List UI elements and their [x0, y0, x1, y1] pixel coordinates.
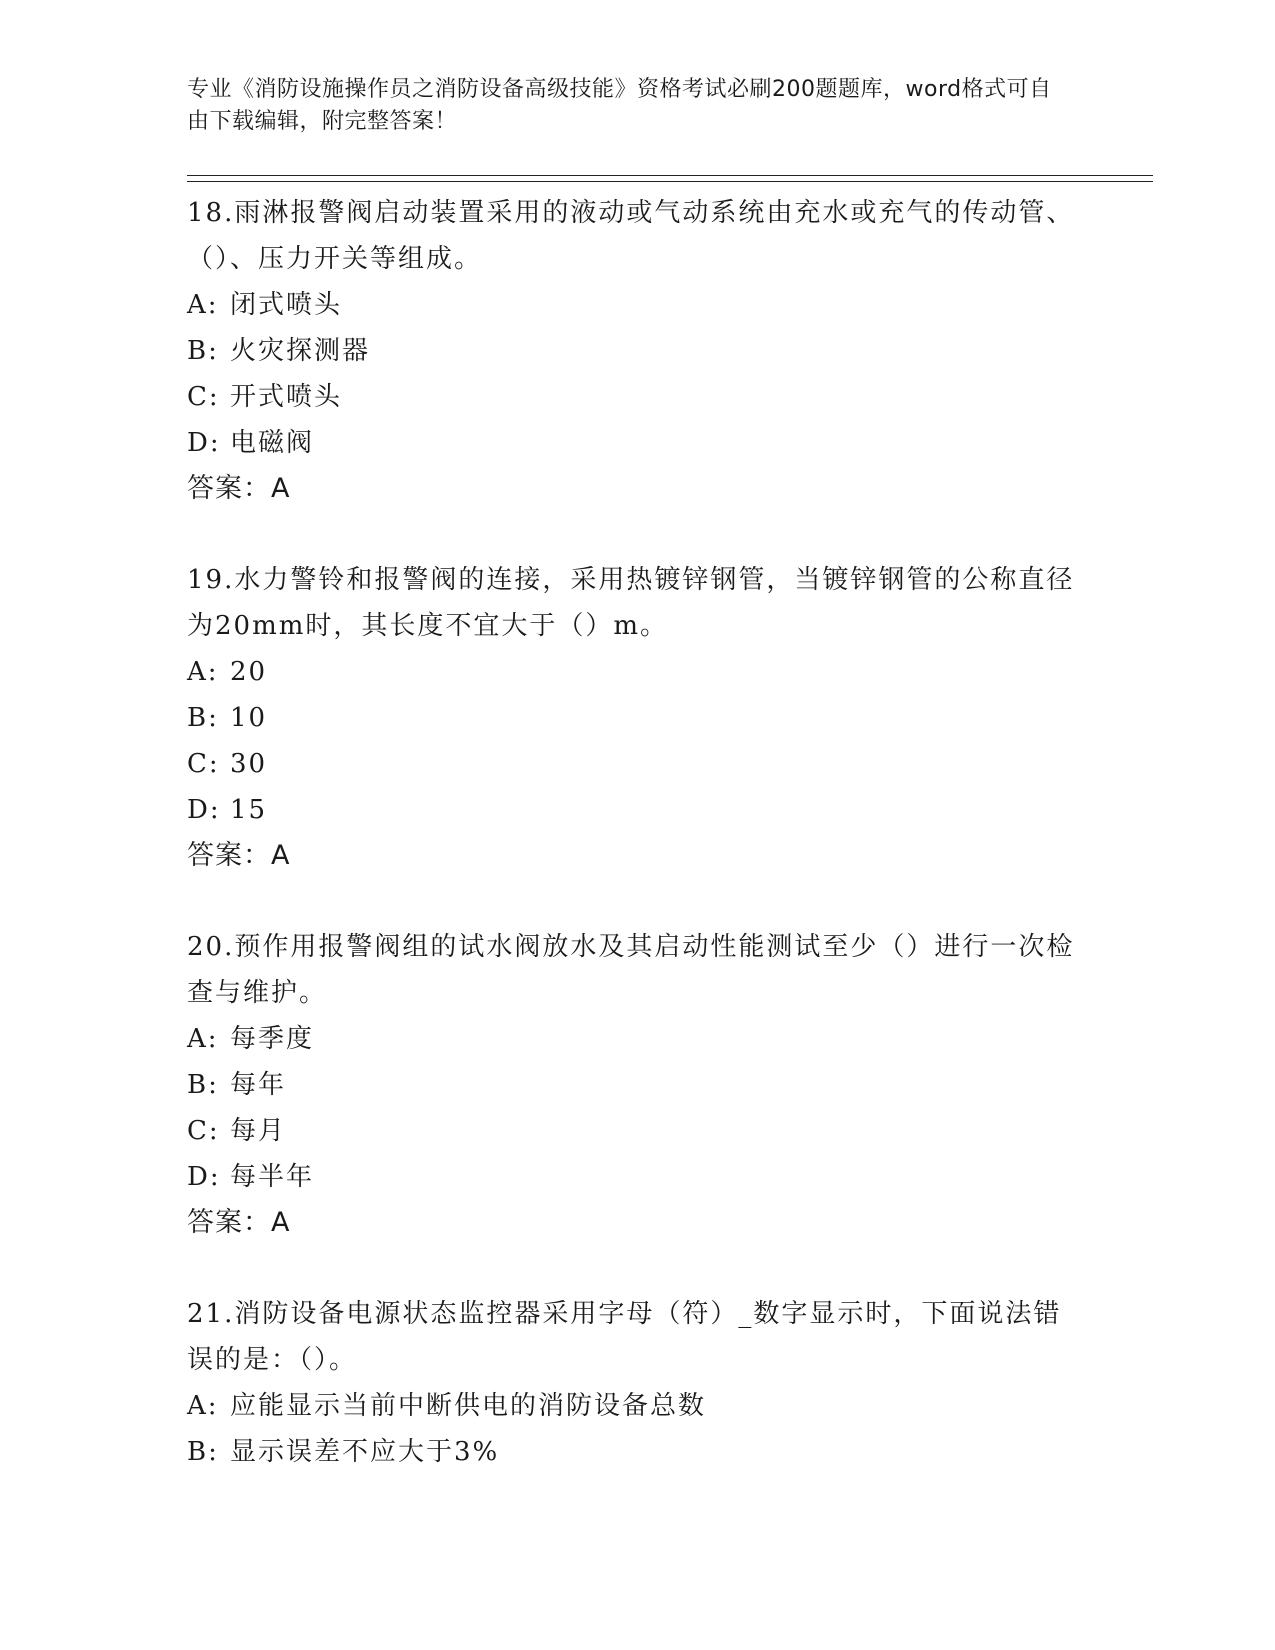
option-text: 显示误差不应大于3% [230, 1437, 500, 1467]
option-text: 每年 [230, 1070, 287, 1100]
option-letter: C: [187, 1116, 220, 1146]
question-21 [187, 1291, 1087, 1475]
question-list [187, 190, 1087, 1520]
option-letter: A: [187, 1391, 219, 1421]
question-19 [187, 557, 1087, 879]
option-text: 应能显示当前中断供电的消防设备总数 [230, 1391, 707, 1421]
option-c [187, 1108, 1087, 1154]
option-text: 15 [230, 795, 268, 825]
answer-line: 答案：A [187, 1207, 291, 1238]
option-b [187, 695, 1087, 741]
option-c [187, 741, 1087, 787]
option-text: 10 [230, 703, 268, 733]
option-a [187, 282, 1087, 328]
option-text: 开式喷头 [230, 382, 343, 412]
option-a [187, 1383, 1087, 1429]
option-letter: D: [187, 428, 221, 458]
answer-line: 答案：A [187, 840, 291, 871]
option-b [187, 328, 1087, 374]
answer-line: 答案：A [187, 473, 291, 504]
option-text: 火灾探测器 [230, 336, 371, 366]
option-d [187, 1154, 1087, 1200]
option-text: 每月 [230, 1116, 287, 1146]
option-text: 每半年 [230, 1162, 315, 1192]
option-letter: A: [187, 657, 219, 687]
option-letter: C: [187, 749, 220, 779]
option-a [187, 649, 1087, 695]
option-letter: D: [187, 1162, 221, 1192]
question-20 [187, 924, 1087, 1246]
question-stem: 19.水力警铃和报警阀的连接，采用热镀锌钢管，当镀锌钢管的公称直径为20mm时，其长度不宜大于（）m。 [187, 565, 1075, 641]
option-b [187, 1062, 1087, 1108]
option-letter: B: [187, 1070, 219, 1100]
option-letter: B: [187, 703, 219, 733]
option-letter: C: [187, 382, 220, 412]
option-letter: B: [187, 336, 219, 366]
option-a [187, 1016, 1087, 1062]
option-letter: A: [187, 1024, 219, 1054]
question-18 [187, 190, 1087, 512]
option-text: 每季度 [230, 1024, 315, 1054]
option-b [187, 1429, 1087, 1475]
option-letter: D: [187, 795, 221, 825]
document-header: 专业《消防设施操作员之消防设备高级技能》资格考试必刷200题题库，word格式可自由下载编辑，附完整答案！ [187, 77, 1052, 134]
option-d [187, 420, 1087, 466]
question-stem: 20.预作用报警阀组的试水阀放水及其启动性能测试至少（）进行一次检查与维护。 [187, 932, 1075, 1008]
option-letter: B: [187, 1437, 219, 1467]
option-letter: A: [187, 290, 219, 320]
option-text: 电磁阀 [230, 428, 315, 458]
header-divider-top [187, 175, 1153, 176]
option-c [187, 374, 1087, 420]
option-text: 20 [230, 657, 268, 687]
header-divider-bottom [187, 181, 1153, 182]
option-text: 30 [230, 749, 268, 779]
option-text: 闭式喷头 [230, 290, 343, 320]
question-stem: 18.雨淋报警阀启动装置采用的液动或气动系统由充水或充气的传动管、（）、压力开关等组成。 [187, 198, 1075, 274]
option-d [187, 787, 1087, 833]
question-stem: 21.消防设备电源状态监控器采用字母（符）_数字显示时，下面说法错误的是：（）。 [187, 1299, 1062, 1375]
